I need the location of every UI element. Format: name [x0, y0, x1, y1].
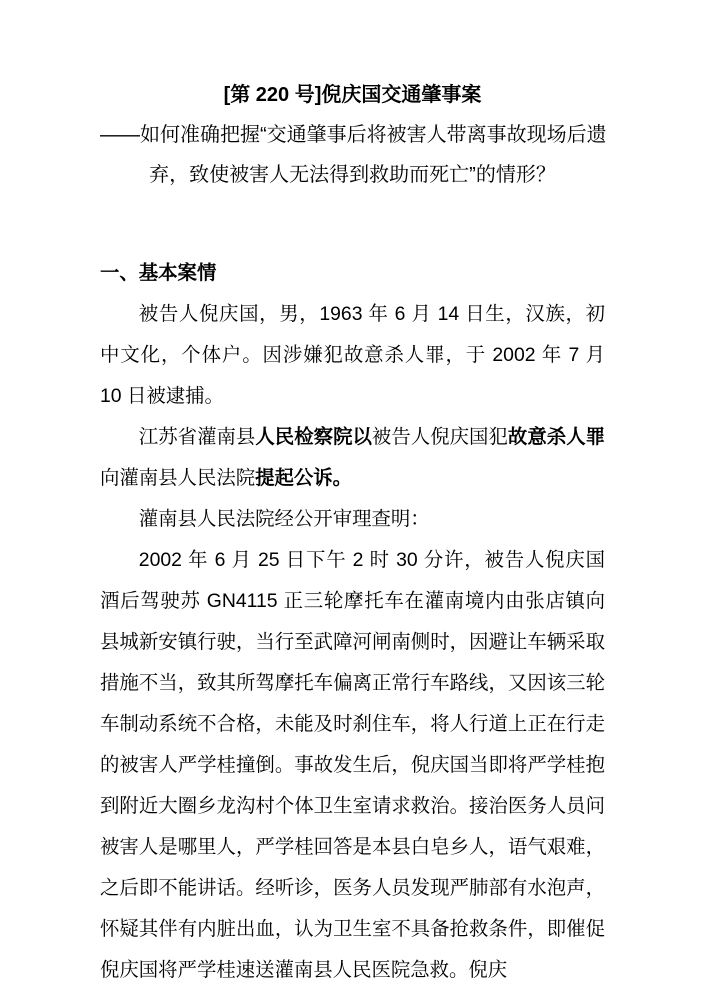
case-subtitle-line: 弃，致使被害人无法得到救助而死亡”的情形？: [149, 164, 556, 186]
text-run: 被告人倪庆国，男，1963 年 6 月 14 日生，汉族，初中文化，个体户。因涉嫌犯故意杀人罪，于 2002 年 7 月 10 日被逮捕。: [100, 303, 605, 407]
document-body: [100, 253, 605, 991]
paragraph-court-hearing: [100, 499, 605, 540]
case-title: [第 220 号]倪庆国交通肇事案: [223, 84, 482, 106]
case-subtitle-line: ——如何准确把握“交通肇事后将被害人带离事故现场后遗: [100, 124, 607, 146]
paragraph-prosecution: [100, 417, 605, 499]
text-run: 向灌南县人民法院: [100, 467, 256, 489]
paragraph-case-facts: [100, 540, 605, 991]
section-gap: [100, 195, 605, 253]
text-run: 江苏省灌南县: [138, 426, 256, 448]
text-run: 提起公诉。: [255, 467, 353, 489]
text-run: 一、基本案情: [100, 262, 217, 284]
text-run: 2002 年 6 月 25 日下午 2 时 30 分许，被告人倪庆国酒后驾驶苏 GN4115 正三轮摩托车在灌南境内由张店镇向县城新安镇行驶，当行至武障河闸南侧时，因避让车辆采取措施不当，致其所驾摩托车偏离正常行车路线，又因该三轮车制动系统不合格，未能及时刹住车，将人行道上正在行走的被害人严学桂撞倒。事故发生后，倪庆国当即将严学桂抱到附近大圈乡龙沟村个体卫生室请求救治。接治医务人员问被害人是哪里人，严学桂回答是本县白皂乡人，语气艰难，之后即不能讲话。经听诊，医务人员发现严肺部有水泡声，怀疑其伴有内脏出血，认为卫生室不具备抢救条件，即催促倪庆国将严学桂速送灌南县人民医院急救。倪庆: [100, 549, 605, 981]
text-run: 人民检察院以: [255, 426, 372, 448]
document-content: [100, 75, 605, 991]
case-subtitle: [100, 115, 605, 195]
paragraph-defendant-info: [100, 294, 605, 417]
text-run: 被告人倪庆国犯: [371, 426, 508, 448]
text-run: 灌南县人民法院经公开审理查明：: [138, 508, 430, 530]
text-run: 故意杀人罪: [507, 426, 606, 448]
section-heading-basic-facts: [100, 253, 605, 294]
